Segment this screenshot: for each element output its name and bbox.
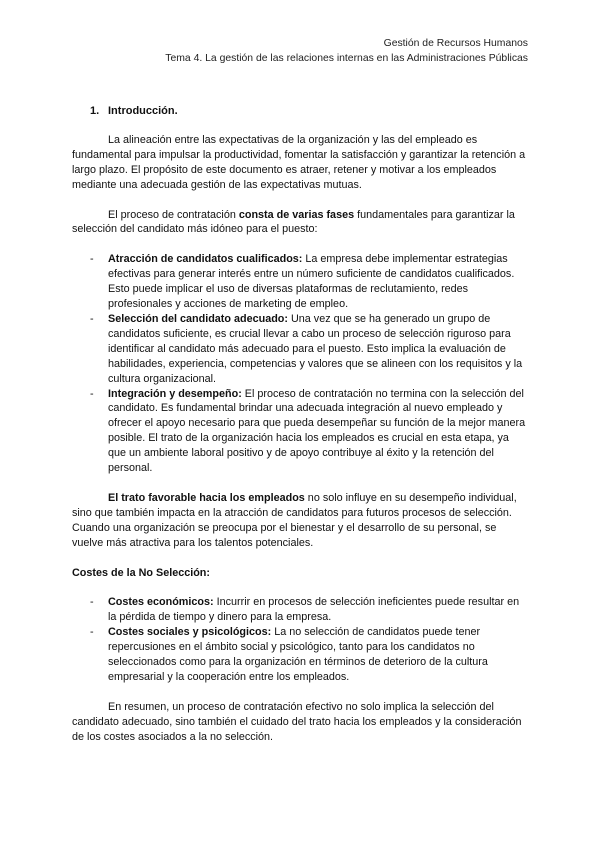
list-dash: - — [90, 596, 94, 609]
treatment-text-after: no solo influye en su desempeño individual, sino que también impacta en la atracción de candidatos para futuros procesos de selección. Cuando una organización se preocupa por el bienestar y el desarrollo de su personal, se vuelve más atractiva para los talentos potenciales. — [72, 491, 517, 549]
costs-heading: Costes de la No Selección: — [72, 566, 211, 579]
list-item-text: La empresa debe implementar estrategias efectivas para generar interés entre un número suficiente de candidatos cualificados. Esto puede implicar el uso de diversas plataformas de reclutamiento, redes profesionales y acciones de marketing de empleo. — [108, 253, 515, 311]
header-course-title: Gestión de Recursos Humanos — [383, 38, 528, 49]
list-item — [72, 387, 528, 476]
section-heading — [90, 104, 528, 119]
intro-paragraph: La alineación entre las expectativas de la organización y las del empleado es fundamental para impulsar la productividad, fomentar la satisfacción y garantizar la retención a largo plazo. El propósito de este documento es atraer, retener y motivar a los empleados mediante una adecuada gestión de las expectativas mutuas. — [72, 133, 526, 191]
list-item — [72, 252, 528, 312]
process-text-before: El proceso de contratación — [108, 208, 239, 221]
list-item — [72, 595, 528, 625]
page-header — [165, 36, 528, 66]
list-item-title: Costes sociales y psicológicos: — [108, 626, 272, 639]
list-item — [72, 312, 528, 387]
header-topic-title: Tema 4. La gestión de las relaciones internas en las Administraciones Públicas — [165, 53, 528, 64]
section-number: 1. — [90, 105, 100, 117]
list-dash: - — [90, 312, 94, 325]
document-body — [72, 104, 528, 760]
costs-list — [72, 595, 528, 684]
phases-list — [72, 252, 528, 476]
process-paragraph — [72, 208, 528, 238]
list-item-text: La no selección de candidatos puede tener repercusiones en el ámbito social y psicológico, tanto para los candidatos no seleccionados como para la organización en términos de deterioro de la cultura empresarial y la cooperación entre los empleados. — [108, 626, 488, 683]
list-item-text: El proceso de contratación no termina con la selección del candidato. Es fundamental brindar una adecuada integración al nuevo empleado y ofrecer el apoyo necesario para que pueda desempeñar su función de la mejor manera posible. El trato de la organización hacia los empleados es crucial en esta etapa, ya que un ambiente laboral positivo y de apoyo contribuye al éxito y la retención del personal. — [108, 387, 526, 475]
summary-paragraph: En resumen, un proceso de contratación efectivo no solo implica la selección del candidato adecuado, sino también el cuidado del trato hacia los empleados y la consideración de los costes asociados a la no selección. — [72, 700, 522, 743]
list-item — [72, 625, 528, 685]
list-item-title: Costes económicos: — [108, 596, 214, 609]
list-item-text: Una vez que se ha generado un grupo de candidatos suficiente, es crucial llevar a cabo un proceso de selección riguroso para identificar al candidato más adecuado para el puesto. Esto implica la evaluación de habilidades, experiencia, competencias y valores que se alineen con los requisitos y la cultura organizacional. — [108, 312, 523, 385]
list-dash: - — [90, 253, 94, 266]
list-dash: - — [90, 387, 94, 400]
process-text-after: fundamentales para garantizar la selección del candidato más idóneo para el puesto: — [72, 208, 515, 236]
process-text-bold: consta de varias fases — [238, 208, 355, 221]
list-item-title: Atracción de candidatos cualificados: — [108, 253, 303, 266]
list-item-title: Integración y desempeño: — [108, 387, 242, 400]
list-item-text: Incurrir en procesos de selección ineficientes puede resultar en la pérdida de tiempo y dinero para la empresa. — [108, 596, 520, 624]
treatment-paragraph — [72, 491, 528, 551]
list-item-title: Selección del candidato adecuado: — [108, 312, 288, 325]
section-title: Introducción. — [108, 105, 178, 117]
list-dash: - — [90, 626, 94, 639]
treatment-text-bold: El trato favorable hacia los empleados — [108, 491, 305, 504]
